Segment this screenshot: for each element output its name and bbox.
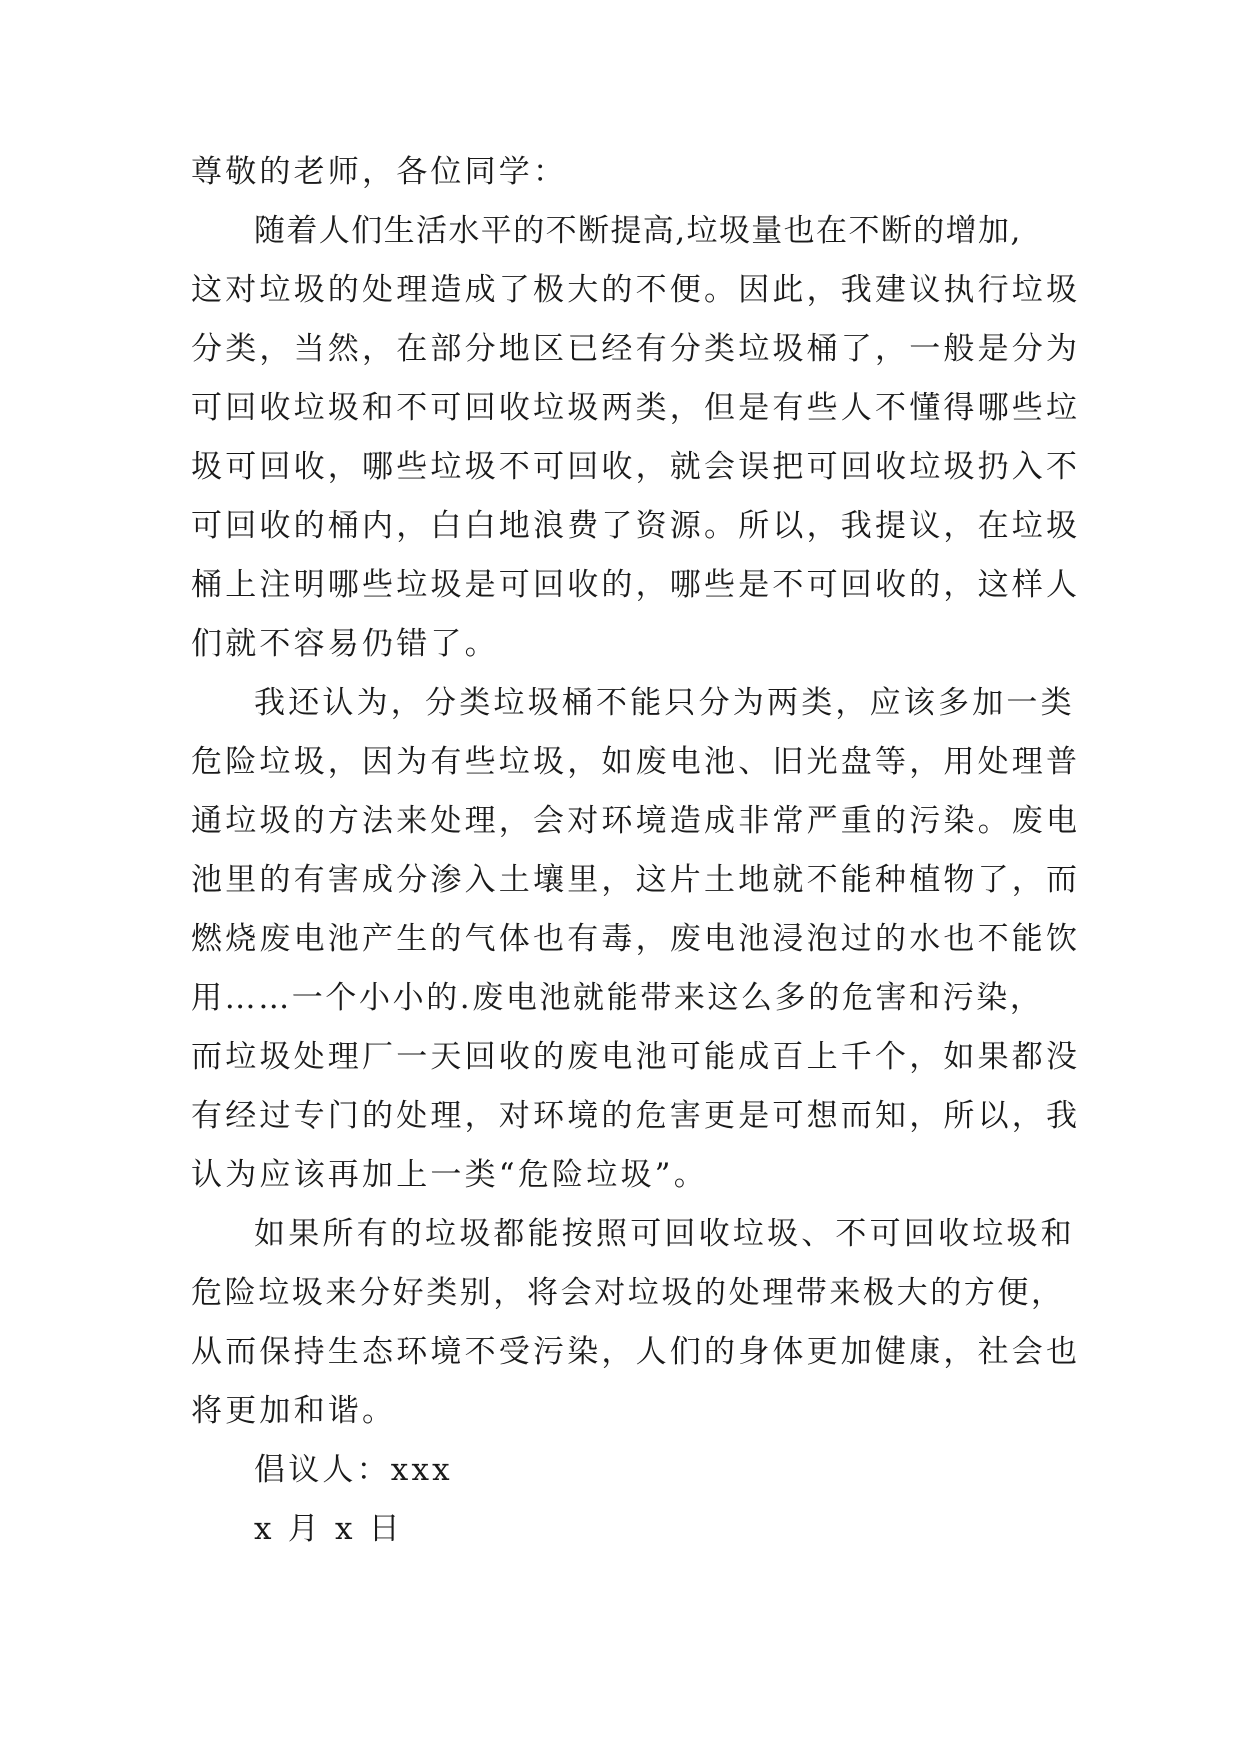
- paragraph-3-line-3: 从而保持生态环境不受污染，人们的身体更加健康，社会也: [191, 1334, 1081, 1370]
- paragraph-1-line-5: 圾可回收，哪些垃圾不可回收，就会误把可回收垃圾扔入不: [191, 449, 1081, 485]
- paragraph-1-line-3: 分类，当然，在部分地区已经有分类垃圾桶了，一般是分为: [191, 331, 1081, 367]
- paragraph-2-line-3: 通垃圾的方法来处理，会对环境造成非常严重的污染。废电: [191, 803, 1081, 839]
- paragraph-1-line-8: 们就不容易仍错了。: [191, 626, 499, 662]
- paragraph-3-line-1: 如果所有的垃圾都能按照可回收垃圾、不可回收垃圾和: [254, 1216, 1075, 1252]
- salutation: 尊敬的老师，各位同学：: [191, 154, 568, 190]
- paragraph-2-line-1: 我还认为，分类垃圾桶不能只分为两类，应该多加一类: [254, 685, 1075, 721]
- paragraph-2-line-2: 危险垃圾，因为有些垃圾，如废电池、旧光盘等，用处理普: [191, 744, 1081, 780]
- paragraph-3-line-4: 将更加和谐。: [191, 1393, 397, 1429]
- paragraph-1-line-2: 这对垃圾的处理造成了极大的不便。因此，我建议执行垃圾: [191, 272, 1081, 308]
- paragraph-2-line-5: 燃烧废电池产生的气体也有毒，废电池浸泡过的水也不能饮: [191, 921, 1081, 957]
- paragraph-1-line-4: 可回收垃圾和不可回收垃圾两类，但是有些人不懂得哪些垃: [191, 390, 1081, 426]
- signature: 倡议人：xxx: [254, 1452, 453, 1488]
- paragraph-2-line-8: 有经过专门的处理，对环境的危害更是可想而知，所以，我: [191, 1098, 1081, 1134]
- paragraph-1-line-7: 桶上注明哪些垃圾是可回收的，哪些是不可回收的，这样人: [191, 567, 1081, 603]
- paragraph-2-line-9: 认为应该再加上一类“危险垃圾”。: [191, 1157, 708, 1193]
- paragraph-1-line-6: 可回收的桶内，白白地浪费了资源。所以，我提议，在垃圾: [191, 508, 1081, 544]
- paragraph-3-line-2: 危险垃圾来分好类别，将会对垃圾的处理带来极大的方便，: [191, 1275, 1065, 1311]
- paragraph-2-line-6: 用……一个小小的.废电池就能带来这么多的危害和污染，: [191, 980, 1044, 1016]
- paragraph-1-line-1: 随着人们生活水平的不断提高,垃圾量也在不断的增加,: [254, 213, 1022, 249]
- date: x 月 x 日: [254, 1511, 403, 1547]
- paragraph-2-line-7: 而垃圾处理厂一天回收的废电池可能成百上千个，如果都没: [191, 1039, 1081, 1075]
- paragraph-2-line-4: 池里的有害成分渗入土壤里，这片土地就不能种植物了，而: [191, 862, 1081, 898]
